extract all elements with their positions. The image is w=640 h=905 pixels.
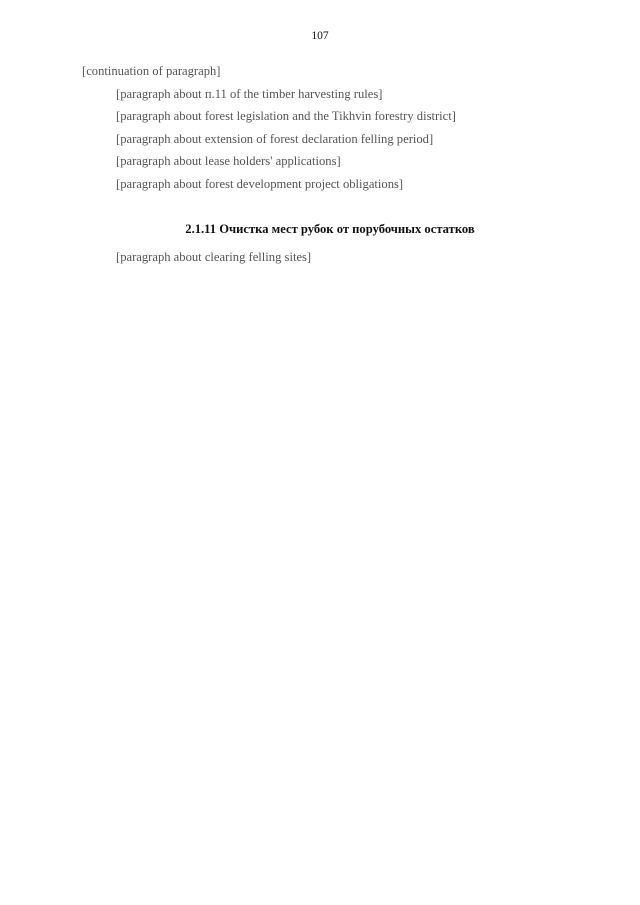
paragraph-4: [paragraph about lease holders' applications] — [116, 154, 341, 169]
document-body — [82, 60, 578, 269]
paragraph-6: [paragraph about clearing felling sites] — [116, 250, 312, 265]
paragraph-3: [paragraph about extension of forest declaration felling period] — [116, 131, 434, 146]
paragraph-2: [paragraph about forest legislation and the Tikhvin forestry district] — [116, 109, 456, 124]
section-heading: 2.1.11 Очистка мест рубок от порубочных остатков — [185, 221, 475, 236]
page-number: 107 — [311, 30, 329, 42]
paragraph-continuation: [continuation of paragraph] — [82, 64, 221, 78]
paragraph-1: [paragraph about п.11 of the timber harvesting rules] — [116, 86, 383, 101]
paragraph-5: [paragraph about forest development project obligations] — [116, 176, 404, 191]
